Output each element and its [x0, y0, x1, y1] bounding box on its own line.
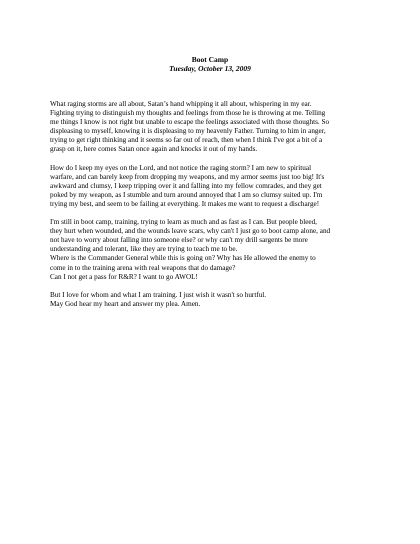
paragraph-line: warfare, and can barely keep from dropping my weapons, and my armor seems just too big! It's [50, 172, 325, 181]
paragraph-line: Can I not get a pass for R&R? I want to go AWOL! [50, 272, 198, 281]
paragraph-line: they hurt when wounded, and the wounds leave scars, why can't I just go to boot camp alone, and [50, 227, 331, 236]
paragraph-line: I'm still in boot camp, training, trying to learn as much and as fast as I can. But people bleed, [50, 218, 317, 227]
body-paragraph [50, 100, 370, 155]
paragraph-line: Fighting trying to distinguish my thoughts and feelings from those he is throwing at me. Telling [50, 109, 326, 118]
document-date: Tuesday, October 13, 2009 [169, 64, 251, 73]
paragraph-line: May God hear my heart and answer my plea. Amen. [50, 299, 201, 308]
paragraph-line: poked by my weapon, as I stumble and turn around annoyed that I am so clumsy suited up. I'm [50, 190, 323, 199]
paragraph-line: How do I keep my eyes on the Lord, and not notice the raging storm? I am new to spiritual [50, 163, 312, 172]
body-paragraph [50, 218, 370, 282]
document-title: Boot Camp [191, 55, 229, 64]
paragraph-line: trying to get right thinking and it seems so far out of reach, then when I think I've got a bit of a [50, 136, 323, 145]
body-paragraph [50, 164, 370, 209]
paragraph-line: me things I know is not right but unable to escape the feelings associated with those thoughts. So [50, 118, 330, 127]
paragraph-line: But I love for whom and what I am training. I just wish it wasn't so hurtful. [50, 290, 267, 299]
paragraph-line: What raging storms are all about, Satan’s hand whipping it all about, whispering in my ear. [50, 100, 312, 108]
paragraph-line: awkward and clumsy, I keep tripping over it and falling into my fellow comrades, and they get [50, 181, 322, 190]
paragraph-line: come in to the training arena with real weapons that do damage? [50, 263, 236, 272]
paragraph-line: grasp on it, here comes Satan once again and knocks it out of my hands. [50, 145, 258, 154]
paragraph-line: understanding and tolerant, like they are trying to teach me to be. [50, 245, 238, 254]
paragraph-line: not have to worry about falling into someone else? or why can't my drill sargents be more [50, 236, 308, 245]
document-body [50, 100, 370, 309]
body-paragraph [50, 291, 370, 309]
paragraph-line: displeasing to myself, knowing it is displeasing to my heavenly Father. Turning to him in anger, [50, 127, 326, 136]
paragraph-line: trying my best, and seem to be failing at everything. It makes me want to request a discharge! [50, 199, 320, 208]
paragraph-line: Where is the Commander General while this is going on? Why has He allowed the enemy to [50, 254, 316, 263]
